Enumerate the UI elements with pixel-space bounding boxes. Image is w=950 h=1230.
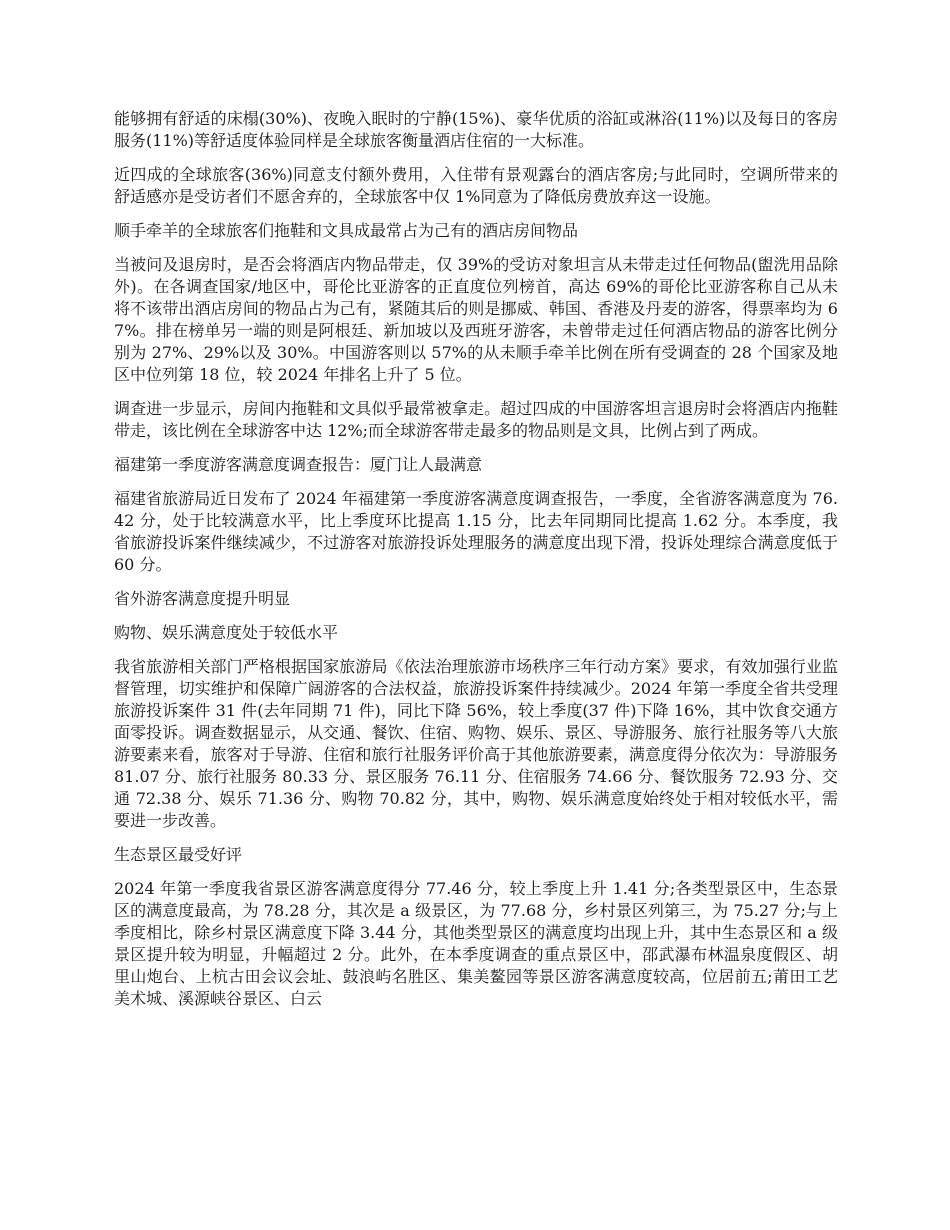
paragraph-view-terrace: 近四成的全球旅客(36%)同意支付额外费用，入住带有景观露台的酒店客房;与此同时，空调所带来的舒适感亦是受访者们不愿舍弃的，全球旅客中仅 1%同意为了降低房费放弃这一设施。 <box>114 165 838 206</box>
paragraph-slippers-stationery: 调查进一步显示，房间内拖鞋和文具似乎最常被拿走。超过四成的中国游客坦言退房时会将酒店内拖鞋带走，该比例在全球游客中达 12%;而全球游客带走最多的物品则是文具，比例占到了两成。 <box>114 399 838 440</box>
heading-eco-scenic: 生态景区最受好评 <box>114 845 243 864</box>
paragraph-fujian-satisfaction: 福建省旅游局近日发布了 2024 年福建第一季度游客满意度调查报告，一季度，全省游客满意度为 76.42 分，处于比较满意水平，比上季度环比提高 1.15 分，比去年同期同比提高 1.62 分。本季度，我省旅游投诉案件继续减少，不过游客对旅游投诉处理服务的满意度出现下滑，投诉处理综合满意度低于 60 分。 <box>114 489 838 574</box>
paragraph-hotel-comfort: 能够拥有舒适的床榻(30%)、夜晚入眠时的宁静(15%)、豪华优质的浴缸或淋浴(11%)以及每日的客房服务(11%)等舒适度体验同样是全球旅客衡量酒店住宿的一大标准。 <box>114 109 838 150</box>
paragraph-complaints: 我省旅游相关部门严格根据国家旅游局《依法治理旅游市场秩序三年行动方案》要求，有效加强行业监督管理，切实维护和保障广阔游客的合法权益，旅游投诉案件持续减少。2024 年第一季度全省共受理旅游投诉案件 31 件(去年同期 71 件)，同比下降 56%，较上季度(37 件)下降 16%，其中饮食交通方面零投诉。调查数据显示，从交通、餐饮、住宿、购物、娱乐、景区、导游服务、旅行社服务等八大旅游要素来看，旅客对于导游、住宿和旅行社服务评价高于其他旅游要素，满意度得分依次为：导游服务 81.07 分、旅行社服务 80.33 分、景区服务 76.11 分、住宿服务 74.66 分、餐饮服务 72.93 分、交通 72.38 分、娱乐 71.36 分、购物 70.82 分，其中，购物、娱乐满意度始终处于相对较低水平，需要进一步改善。 <box>114 657 838 830</box>
document-body <box>114 108 838 1022</box>
heading-outside-visitors: 省外游客满意度提升明显 <box>114 589 291 608</box>
heading-taken-items: 顺手牵羊的全球旅客们拖鞋和文具成最常占为己有的酒店房间物品 <box>114 221 579 240</box>
heading-fujian-report: 福建第一季度游客满意度调查报告：厦门让人最满意 <box>114 455 483 474</box>
paragraph-checkout-items: 当被问及退房时，是否会将酒店内物品带走，仅 39%的受访对象坦言从未带走过任何物品(盥洗用品除外)。在各调查国家/地区中，哥伦比亚游客的正直度位列榜首，高达 69%的哥伦比亚游客称自己从未将不该带出酒店房间的物品占为己有，紧随其后的则是挪威、韩国、香港及丹麦的游客，得票率均为 67%。排在榜单另一端的则是阿根廷、新加坡以及西班牙游客，未曾带走过任何酒店物品的游客比例分别为 27%、29%以及 30%。中国游客则以 57%的从未顺手牵羊比例在所有受调查的 28 个国家及地区中位列第 18 位，较 2024 年排名上升了 5 位。 <box>114 255 838 384</box>
paragraph-scenic-scores: 2024 年第一季度我省景区游客满意度得分 77.46 分，较上季度上升 1.41 分;各类型景区中，生态景区的满意度最高，为 78.28 分，其次是 a 级景区，为 77.68 分，乡村景区列第三，为 75.27 分;与上季度相比，除乡村景区满意度下降 3.44 分，其他类型景区的满意度均出现上升，其中生态景区和 a 级景区提升较为明显，升幅超过 2 分。此外，在本季度调查的重点景区中，邵武瀑布林温泉度假区、胡里山炮台、上杭古田会议会址、鼓浪屿名胜区、集美鳌园等景区游客满意度较高，位居前五;莆田工艺美术城、溪源峡谷景区、白云 <box>114 879 838 1008</box>
heading-shopping-entertainment: 购物、娱乐满意度处于较低水平 <box>114 623 339 642</box>
